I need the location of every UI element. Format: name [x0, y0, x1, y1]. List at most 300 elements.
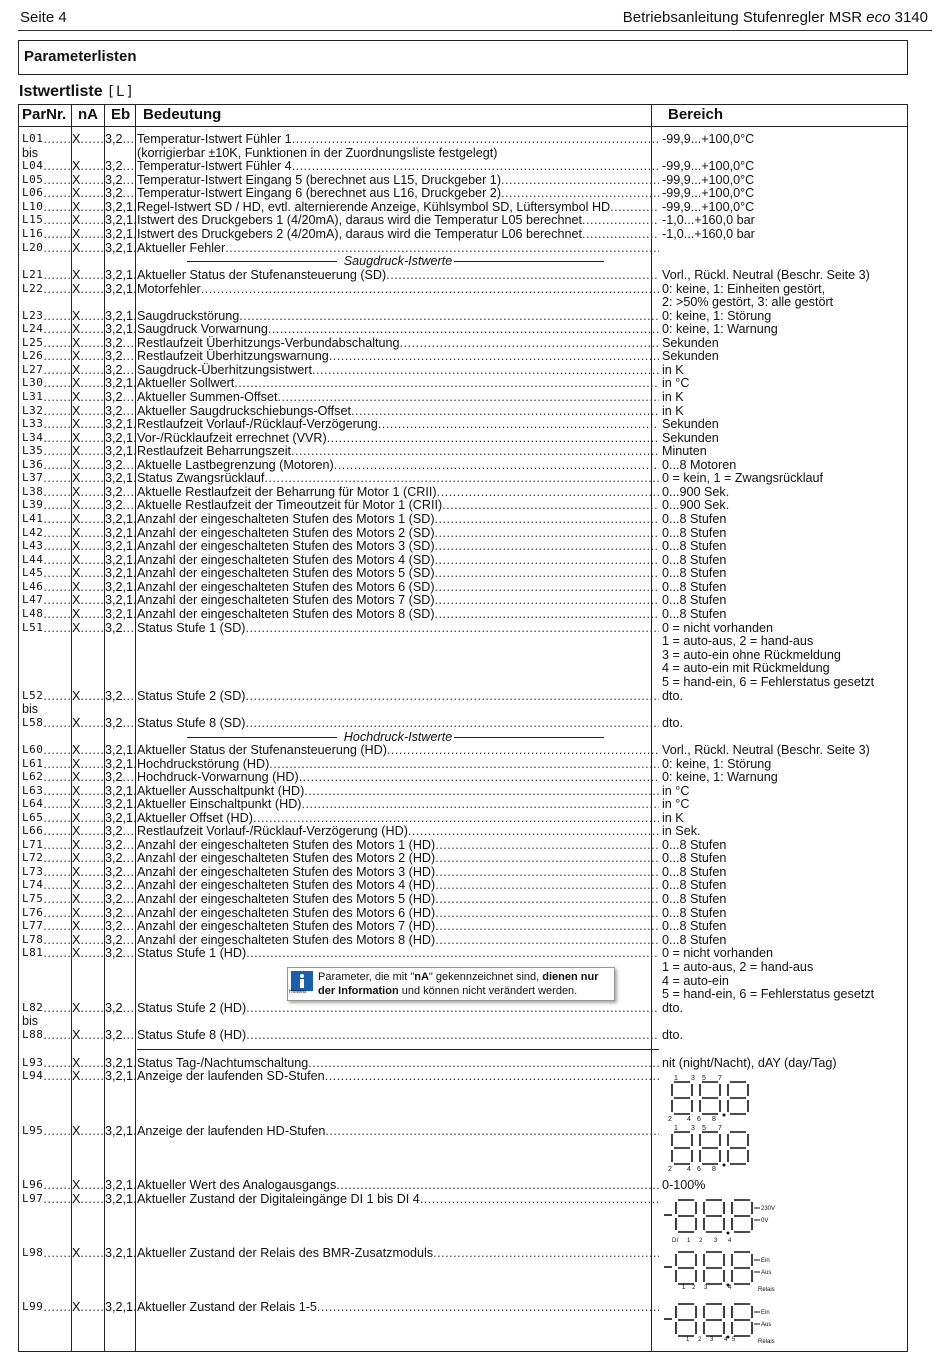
- param-range: [662, 743, 905, 757]
- param-eb: [105, 566, 136, 580]
- param-eb: [105, 689, 136, 703]
- dot-leader: [277, 390, 659, 404]
- param-number: [22, 553, 71, 567]
- param-range: [662, 227, 905, 241]
- param-number: [22, 621, 71, 635]
- param-range-text: 0...8 Stufen: [662, 838, 727, 852]
- param-range: [662, 757, 905, 771]
- param-number-text: L05: [22, 173, 44, 186]
- param-na: [72, 566, 104, 580]
- param-number: [22, 811, 71, 825]
- param-meaning-text: Restlaufzeit Überhitzungs-Verbundabschaltung: [137, 336, 400, 350]
- param-number-text: L43: [22, 539, 44, 552]
- param-range-text: -99,9...+100,0°C: [662, 186, 755, 200]
- dot-leader: [435, 878, 659, 892]
- di-number: 2: [699, 1238, 703, 1244]
- param-na-text: X: [72, 498, 81, 512]
- section-title-box: [18, 40, 908, 75]
- param-na: [72, 213, 104, 227]
- param-na: [72, 200, 104, 214]
- param-meaning: [137, 689, 659, 703]
- param-eb: [105, 1192, 136, 1206]
- param-range-text: 4 = auto-ein: [662, 974, 729, 988]
- param-eb-text: 3,2: [105, 851, 123, 865]
- param-meaning-text: Temperatur-Istwert Eingang 6 (berechnet aus L16, Druckgeber 2): [137, 186, 502, 200]
- param-number-text: L16: [22, 227, 44, 240]
- dot-leader: [80, 865, 104, 879]
- param-eb: [105, 539, 136, 553]
- param-range: [662, 376, 905, 390]
- info-message-part: Parameter, die mit ": [318, 971, 415, 983]
- param-range: [662, 390, 905, 404]
- param-meaning: [137, 757, 659, 771]
- table-row: [0, 539, 950, 553]
- param-range: [662, 539, 905, 553]
- dot-leader: [80, 933, 104, 947]
- param-eb: [105, 743, 136, 757]
- param-na: [72, 526, 104, 540]
- param-number: [22, 906, 71, 920]
- param-range-text: 3 = auto-ein ohne Rückmeldung: [662, 648, 841, 662]
- relay-number: 3: [710, 1337, 714, 1343]
- param-number: [22, 498, 71, 512]
- param-range-text: 0...8 Stufen: [662, 580, 727, 594]
- param-eb: [105, 458, 136, 472]
- dot-leader: [80, 322, 104, 336]
- dot-leader: [123, 919, 136, 933]
- dot-leader: [80, 539, 104, 553]
- dot-leader: [133, 526, 136, 540]
- param-number-text: L60: [22, 743, 44, 756]
- param-number: [22, 593, 71, 607]
- param-na-text: X: [72, 797, 81, 811]
- param-meaning: [137, 865, 659, 879]
- dot-leader: [43, 784, 71, 798]
- param-range-text: 0...8 Stufen: [662, 919, 727, 933]
- param-meaning: [137, 933, 659, 947]
- table-row: [0, 512, 950, 526]
- table-row: [0, 946, 950, 960]
- dot-leader: [80, 404, 104, 418]
- param-number-text: L76: [22, 906, 44, 919]
- param-eb: [105, 376, 136, 390]
- param-na-text: X: [72, 919, 81, 933]
- param-na-text: X: [72, 539, 81, 553]
- dot-leader: [43, 404, 71, 418]
- param-eb-text: 3,2,1: [105, 376, 134, 390]
- param-eb: [105, 838, 136, 852]
- dot-leader: [80, 607, 104, 621]
- param-na-text: X: [72, 444, 81, 458]
- table-row: [0, 471, 950, 485]
- param-range: [662, 851, 905, 865]
- param-na: [72, 593, 104, 607]
- param-number-text: L62: [22, 770, 44, 783]
- dot-leader: [123, 906, 136, 920]
- param-number: [22, 702, 71, 716]
- param-meaning: [137, 404, 659, 418]
- dot-leader: [123, 824, 136, 838]
- param-number: [22, 824, 71, 838]
- param-na: [72, 1056, 104, 1070]
- param-range-text: dto.: [662, 1001, 684, 1015]
- param-number: [22, 933, 71, 947]
- param-na-text: X: [72, 282, 81, 296]
- relay-number: 2: [698, 1337, 702, 1343]
- column-header-eb: Eb: [111, 106, 131, 123]
- table-row: [0, 390, 950, 404]
- param-eb-text: 3,2,1: [105, 309, 134, 323]
- dot-leader: [43, 865, 71, 879]
- param-eb: [105, 282, 136, 296]
- param-meaning: [137, 159, 659, 173]
- param-range: [662, 987, 905, 1001]
- table-row: [0, 634, 950, 648]
- param-meaning-text: Aktueller Saugdruckschiebungs-Offset: [137, 404, 351, 418]
- dot-leader: [43, 716, 71, 730]
- sd-stufen-display-icon: [664, 1074, 764, 1122]
- dot-leader: [133, 1300, 136, 1314]
- table-row: [0, 213, 950, 227]
- param-range: [662, 974, 905, 988]
- param-meaning-text: Anzahl der eingeschalteten Stufen des Motors 5 (HD): [137, 892, 436, 906]
- param-range-text: in °C: [662, 797, 690, 811]
- dot-leader: [133, 227, 136, 241]
- param-na-text: X: [72, 458, 81, 472]
- dot-leader: [80, 878, 104, 892]
- param-range: [662, 634, 905, 648]
- dot-leader: [43, 621, 71, 635]
- param-eb: [105, 498, 136, 512]
- dot-leader: [133, 213, 136, 227]
- param-range-text: 0: keine, 1: Störung: [662, 757, 772, 771]
- param-na: [72, 906, 104, 920]
- table-row: [0, 1056, 950, 1070]
- param-meaning: [137, 512, 659, 526]
- dot-leader: [43, 213, 71, 227]
- param-number-text: L98: [22, 1246, 44, 1259]
- param-range: [662, 186, 905, 200]
- param-number: [22, 309, 71, 323]
- relay-state-label: Aus: [761, 1270, 772, 1276]
- param-number-text: L25: [22, 336, 44, 349]
- param-number-text: L30: [22, 376, 44, 389]
- table-row: [0, 349, 950, 363]
- param-range: [662, 919, 905, 933]
- column-header-nr: ParNr.: [22, 106, 67, 123]
- stufe-label: 7: [718, 1125, 722, 1132]
- dot-leader: [80, 173, 104, 187]
- param-meaning: [137, 539, 659, 553]
- param-range-text: Minuten: [662, 444, 707, 458]
- document-title: [623, 9, 928, 26]
- table-row: [0, 797, 950, 811]
- param-range-text: -99,9...+100,0°C: [662, 159, 755, 173]
- dot-leader: [123, 159, 136, 173]
- dot-leader: [43, 390, 71, 404]
- dot-leader: [123, 336, 136, 350]
- param-number-text: L78: [22, 933, 44, 946]
- param-meaning-text: Anzeige der laufenden HD-Stufen: [137, 1124, 326, 1138]
- param-number-text: L10: [22, 200, 44, 213]
- param-meaning-text: Aktueller Offset (HD): [137, 811, 253, 825]
- param-na: [72, 417, 104, 431]
- param-na: [72, 322, 104, 336]
- param-meaning: [137, 471, 659, 485]
- param-number: [22, 146, 71, 160]
- param-number: [22, 526, 71, 540]
- param-range: [662, 648, 905, 662]
- param-na-text: X: [72, 1056, 81, 1070]
- dot-leader: [80, 553, 104, 567]
- param-na-text: X: [72, 824, 81, 838]
- param-number: [22, 417, 71, 431]
- param-range: [662, 770, 905, 784]
- dot-leader: [378, 417, 659, 431]
- param-range-text: 0 = kein, 1 = Zwangsrücklauf: [662, 471, 824, 485]
- param-na-text: X: [72, 159, 81, 173]
- param-range: [662, 865, 905, 879]
- param-range-text: 0...8 Stufen: [662, 526, 727, 540]
- param-range: [662, 485, 905, 499]
- table-row: [0, 811, 950, 825]
- param-range-text: 0...8 Stufen: [662, 865, 727, 879]
- param-eb: [105, 1069, 136, 1083]
- dot-leader: [80, 566, 104, 580]
- dot-leader: [80, 1069, 104, 1083]
- dot-leader: [325, 1069, 659, 1083]
- param-number-text: L81: [22, 946, 44, 959]
- dot-leader: [133, 1124, 136, 1138]
- param-eb-text: 3,2,1: [105, 1178, 134, 1192]
- param-eb-text: 3,2: [105, 919, 123, 933]
- param-eb: [105, 1300, 136, 1314]
- dot-leader: [327, 431, 659, 445]
- param-number: [22, 580, 71, 594]
- param-range: [662, 946, 905, 960]
- param-meaning-text: Anzeige der laufenden SD-Stufen: [137, 1069, 325, 1083]
- dot-leader: [43, 349, 71, 363]
- param-range-text: -99,9...+100,0°C: [662, 173, 755, 187]
- param-eb: [105, 186, 136, 200]
- dot-leader: [123, 363, 136, 377]
- param-na-text: X: [72, 1069, 81, 1083]
- param-meaning-text: Aktueller Wert des Analogausgangs: [137, 1178, 337, 1192]
- param-range: [662, 173, 905, 187]
- param-na: [72, 431, 104, 445]
- dot-leader: [435, 539, 659, 553]
- dot-leader: [351, 404, 659, 418]
- param-eb: [105, 1246, 136, 1260]
- dot-leader: [80, 349, 104, 363]
- param-meaning-text: (korrigierbar ±10K, Funktionen in der Zuordnungsliste festgelegt): [137, 146, 498, 160]
- param-range-text: 4 = auto-ein mit Rückmeldung: [662, 661, 830, 675]
- param-eb: [105, 213, 136, 227]
- param-na: [72, 159, 104, 173]
- param-range-text: dto.: [662, 716, 684, 730]
- dot-leader: [43, 689, 71, 703]
- dot-leader: [264, 471, 659, 485]
- dot-leader: [435, 851, 659, 865]
- dot-leader: [43, 892, 71, 906]
- param-number-text: L22: [22, 282, 44, 295]
- hd-stufen-display-icon: [664, 1124, 764, 1172]
- param-eb-text: 3,2,1: [105, 471, 134, 485]
- param-range-text: nit (night/Nacht), dAY (day/Tag): [662, 1056, 837, 1070]
- dot-leader: [292, 159, 659, 173]
- param-na: [72, 892, 104, 906]
- param-meaning-text: Anzahl der eingeschalteten Stufen des Motors 6 (SD): [137, 580, 435, 594]
- dot-leader: [123, 689, 136, 703]
- param-eb: [105, 431, 136, 445]
- param-na: [72, 553, 104, 567]
- table-row: [0, 322, 950, 336]
- param-meaning-text: Anzahl der eingeschalteten Stufen des Motors 7 (HD): [137, 919, 436, 933]
- param-eb-text: 3,2: [105, 173, 123, 187]
- param-na: [72, 716, 104, 730]
- param-meaning-text: Anzahl der eingeschalteten Stufen des Motors 2 (HD): [137, 851, 436, 865]
- param-eb-text: 3,2: [105, 458, 123, 472]
- param-eb-text: 3,2: [105, 621, 123, 635]
- table-row: [0, 1246, 950, 1260]
- param-meaning-text: Aktueller Zustand der Relais 1-5: [137, 1300, 317, 1314]
- param-meaning-text: Aktueller Sollwert: [137, 376, 235, 390]
- param-number: [22, 757, 71, 771]
- table-row: [0, 553, 950, 567]
- param-number-text: L36: [22, 458, 44, 471]
- param-range-text: 0...8 Stufen: [662, 892, 727, 906]
- param-eb: [105, 906, 136, 920]
- param-na-text: X: [72, 1178, 81, 1192]
- table-row: [0, 227, 950, 241]
- dot-leader: [246, 621, 660, 635]
- dot-leader: [123, 173, 136, 187]
- param-na: [72, 241, 104, 255]
- param-eb: [105, 526, 136, 540]
- param-range: [662, 960, 905, 974]
- dot-leader: [80, 458, 104, 472]
- dot-leader: [133, 200, 136, 214]
- param-number: [22, 471, 71, 485]
- table-row: [0, 933, 950, 947]
- param-meaning-text: Aktueller Zustand der Digitaleingänge DI 1 bis DI 4: [137, 1192, 420, 1206]
- param-range: [662, 892, 905, 906]
- dot-leader: [246, 1001, 659, 1015]
- param-meaning: [137, 376, 659, 390]
- param-number: [22, 716, 71, 730]
- param-meaning: [137, 851, 659, 865]
- param-na-text: X: [72, 512, 81, 526]
- param-range-text: in K: [662, 811, 684, 825]
- param-eb-text: 3,2,1: [105, 268, 134, 282]
- table-row: [0, 498, 950, 512]
- param-na: [72, 363, 104, 377]
- param-eb: [105, 336, 136, 350]
- param-range: [662, 417, 905, 431]
- table-row: [0, 268, 950, 282]
- param-eb: [105, 811, 136, 825]
- document-title-prefix: Betriebsanleitung Stufenregler MSR: [622, 9, 867, 26]
- param-meaning-text: Regel-Istwert SD / HD, evtl. alternierende Anzeige, Kühlsymbol SD, Lüftersymbol HD: [137, 200, 611, 214]
- param-range-text: in Sek.: [662, 824, 701, 838]
- param-range: [662, 689, 905, 703]
- param-range: [662, 349, 905, 363]
- param-number: [22, 336, 71, 350]
- dot-leader: [133, 539, 136, 553]
- dot-leader: [80, 213, 104, 227]
- table-row: [0, 878, 950, 892]
- param-meaning: [137, 444, 659, 458]
- param-na: [72, 227, 104, 241]
- dot-leader: [80, 227, 104, 241]
- dot-leader: [43, 757, 71, 771]
- dot-leader: [133, 309, 136, 323]
- param-range-text: 0...8 Stufen: [662, 512, 727, 526]
- param-eb-text: 3,2: [105, 132, 123, 146]
- param-eb: [105, 227, 136, 241]
- param-eb: [105, 621, 136, 635]
- param-range: [662, 607, 905, 621]
- param-meaning-text: Aktueller Summen-Offset: [137, 390, 278, 404]
- param-range-text: 5 = hand-ein, 6 = Fehlerstatus gesetzt: [662, 675, 875, 689]
- param-number: [22, 268, 71, 282]
- param-range-text: Sekunden: [662, 349, 719, 363]
- relay-number: 2: [692, 1285, 696, 1291]
- dot-leader: [80, 797, 104, 811]
- info-message-part: und können nicht verändert werden.: [398, 985, 578, 997]
- param-range: [662, 593, 905, 607]
- param-meaning-text: Aktueller Fehler: [137, 241, 226, 255]
- param-meaning: [137, 607, 659, 621]
- dot-leader: [43, 498, 71, 512]
- stufe-label: 1: [674, 1075, 678, 1082]
- param-number-text: L71: [22, 838, 44, 851]
- table-row: [0, 757, 950, 771]
- param-eb-text: 3,2: [105, 1001, 123, 1015]
- dot-leader: [123, 186, 136, 200]
- param-range-text: 0...900 Sek.: [662, 485, 730, 499]
- param-eb: [105, 417, 136, 431]
- dot-leader: [133, 1192, 136, 1206]
- dot-leader: [80, 919, 104, 933]
- dot-leader: [43, 512, 71, 526]
- param-meaning-text: Status Stufe 2 (HD): [137, 1001, 247, 1015]
- param-number-text: L73: [22, 865, 44, 878]
- param-na-text: X: [72, 227, 81, 241]
- dot-leader: [43, 282, 71, 296]
- table-row: [0, 865, 950, 879]
- param-na-text: X: [72, 838, 81, 852]
- param-na: [72, 376, 104, 390]
- dot-leader: [133, 417, 136, 431]
- info-note: [287, 967, 615, 1001]
- param-range: [662, 824, 905, 838]
- table-row: [0, 593, 950, 607]
- param-number: [22, 376, 71, 390]
- param-number-text: L63: [22, 784, 44, 797]
- param-range-text: 0...8 Stufen: [662, 593, 727, 607]
- param-na-text: X: [72, 743, 81, 757]
- param-range-text: -99,9...+100,0°C: [662, 200, 755, 214]
- table-row: [0, 1300, 950, 1314]
- dot-leader: [133, 607, 136, 621]
- param-eb: [105, 580, 136, 594]
- param-eb-text: 3,2: [105, 878, 123, 892]
- dot-leader: [43, 132, 71, 146]
- list-code: [L]: [106, 84, 135, 100]
- dot-leader: [80, 593, 104, 607]
- param-meaning-text: Temperatur-Istwert Eingang 5 (berechnet aus L15, Druckgeber 1): [137, 173, 502, 187]
